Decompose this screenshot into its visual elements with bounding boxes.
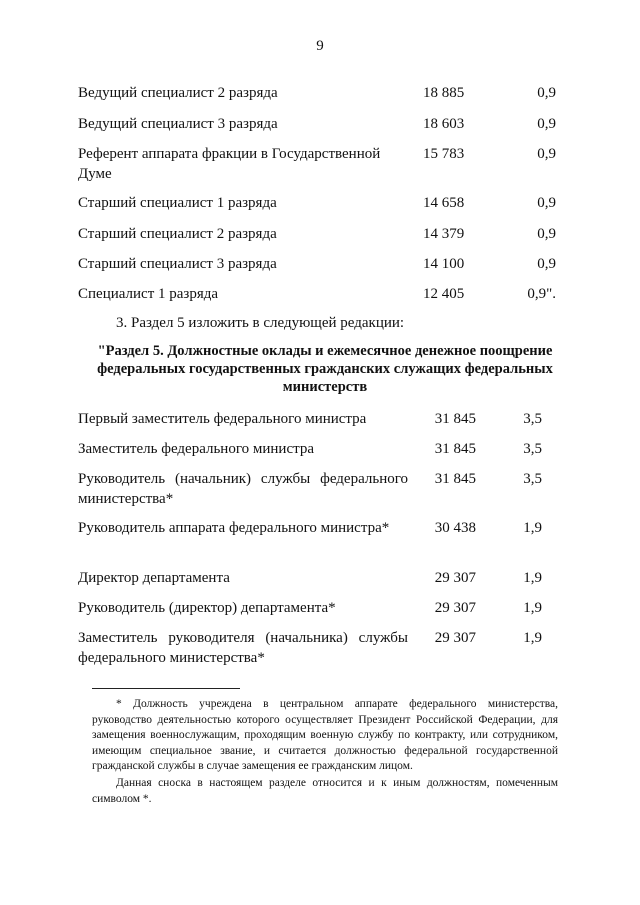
salary-amount: 29 307	[434, 630, 476, 646]
bonus-coefficient: 0,9	[537, 226, 556, 242]
salary-amount: 29 307	[434, 600, 476, 616]
bonus-coefficient: 0,9".	[527, 286, 556, 302]
bonus-coefficient: 0,9	[537, 146, 556, 162]
position-name: Первый заместитель федерального министра	[78, 411, 367, 427]
bonus-coefficient: 3,5	[523, 441, 542, 457]
bonus-coefficient: 1,9	[523, 520, 542, 536]
salary-amount: 30 438	[434, 520, 476, 536]
bonus-coefficient: 3,5	[523, 471, 542, 487]
position-name: Руководитель аппарата федерального министра*	[78, 520, 390, 536]
position-name: Ведущий специалист 2 разряда	[78, 85, 278, 101]
footnote-note: Данная сноска в настоящем разделе относится и к иным должностям, помеченным символом *.	[92, 777, 558, 805]
salary-amount: 31 845	[434, 411, 476, 427]
salary-amount: 12 405	[423, 286, 465, 302]
footnote-text: * Должность учреждена в центральном аппарате федерального министерства, руководство деятельностью которого осуществляет Президент Российской Федерации, для замещения военнослужащим, проходящим военную службу по контракту, или сотрудником, имеющим специальное звание, и считается должностью федеральной государственной гражданской службы в случае замещения ее гражданским лицом.	[92, 698, 558, 772]
salary-amount: 14 100	[423, 256, 465, 272]
footnote-separator	[92, 688, 240, 689]
salary-amount: 31 845	[434, 441, 476, 457]
position-name: Руководитель (директор) департамента*	[78, 600, 336, 616]
position-name: Ведущий специалист 3 разряда	[78, 116, 278, 132]
section-heading: "Раздел 5. Должностные оклады и ежемесячное денежное поощрение федеральных государственных гражданских служащих федеральных министерств	[97, 343, 553, 395]
bonus-coefficient: 1,9	[523, 600, 542, 616]
salary-amount: 29 307	[434, 570, 476, 586]
amendment-instruction: 3. Раздел 5 изложить в следующей редакции:	[116, 315, 405, 331]
bonus-coefficient: 0,9	[537, 116, 556, 132]
position-name: Заместитель федерального министра	[78, 441, 314, 457]
position-name: Заместитель руководителя (начальника) службы федерального министерства*	[78, 630, 408, 666]
position-name: Старший специалист 2 разряда	[78, 226, 277, 242]
position-name: Специалист 1 разряда	[78, 286, 219, 302]
position-name: Директор департамента	[78, 570, 230, 586]
position-name: Референт аппарата фракции в Государственной Думе	[78, 146, 381, 182]
salary-amount: 14 379	[423, 226, 465, 242]
salary-amount: 31 845	[434, 471, 476, 487]
bonus-coefficient: 3,5	[523, 411, 542, 427]
bonus-coefficient: 0,9	[537, 256, 556, 272]
salary-amount: 18 603	[423, 116, 465, 132]
salary-amount: 18 885	[423, 85, 465, 101]
bonus-coefficient: 0,9	[537, 195, 556, 211]
position-name: Старший специалист 3 разряда	[78, 256, 277, 272]
bonus-coefficient: 1,9	[523, 630, 542, 646]
salary-amount: 14 658	[423, 195, 465, 211]
bonus-coefficient: 0,9	[537, 85, 556, 101]
bonus-coefficient: 1,9	[523, 570, 542, 586]
salary-amount: 15 783	[423, 146, 465, 162]
position-name: Руководитель (начальник) службы федерального министерства*	[78, 471, 408, 507]
page-number: 9	[316, 38, 324, 54]
position-name: Старший специалист 1 разряда	[78, 195, 277, 211]
